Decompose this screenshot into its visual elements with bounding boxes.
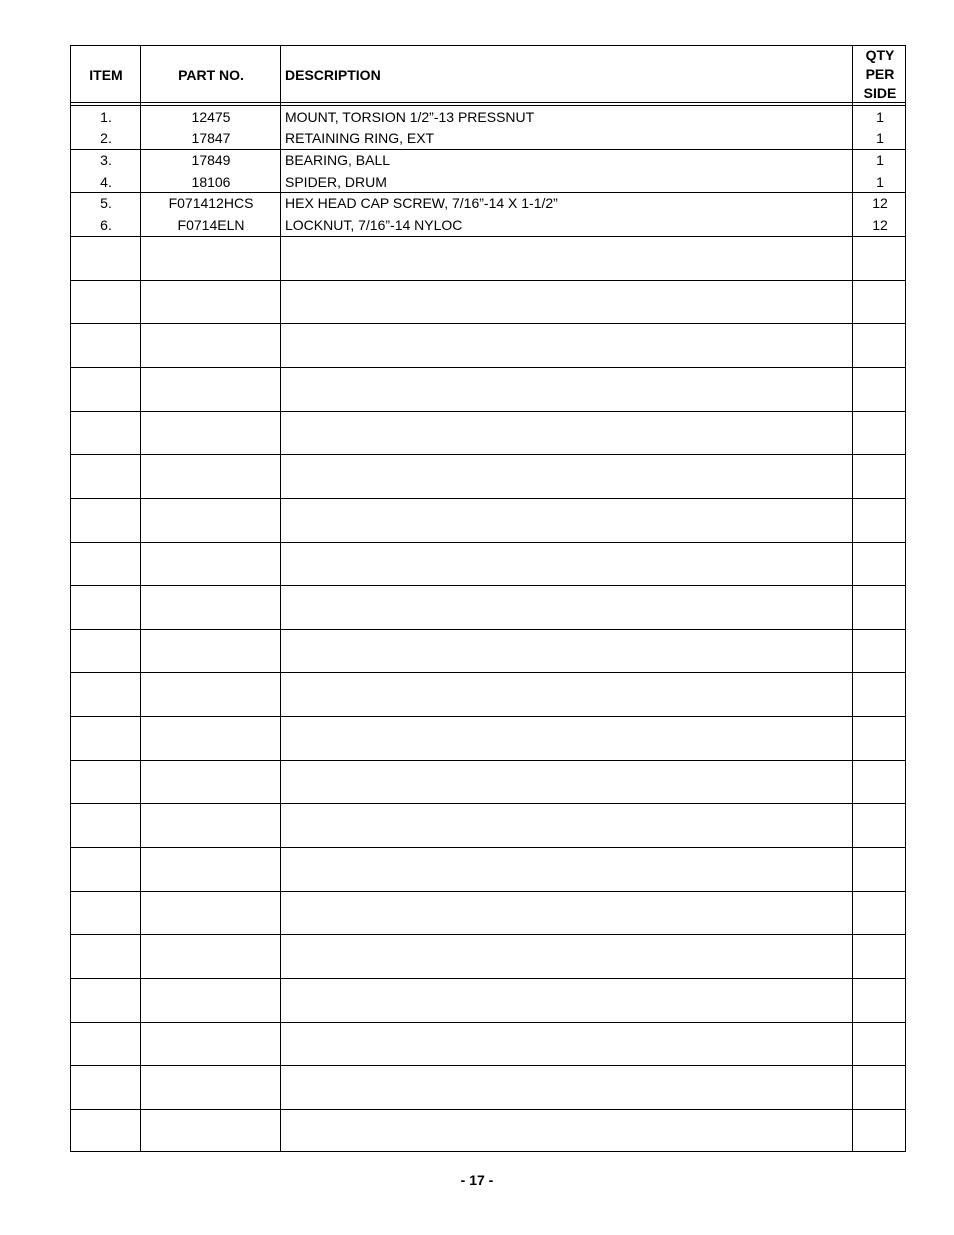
row-rule — [71, 411, 905, 412]
table-row — [71, 127, 905, 149]
row-part-no: 17849 — [191, 152, 231, 168]
row-part-no: F071412HCS — [168, 195, 254, 211]
row-part-no: 12475 — [191, 109, 231, 125]
header-qty-line2: PER — [865, 66, 895, 82]
row-rule — [71, 847, 905, 848]
row-rule — [71, 367, 905, 368]
row-rule — [71, 1109, 905, 1110]
row-rule — [71, 498, 905, 499]
header-qty-line1: QTY — [865, 47, 895, 63]
row-description: LOCKNUT, 7/16”-14 NYLOC — [285, 217, 463, 233]
row-description: RETAINING RING, EXT — [285, 130, 435, 146]
row-rule — [71, 760, 905, 761]
header-qty-line3: SIDE — [863, 85, 897, 101]
row-rule — [71, 934, 905, 935]
table-row — [71, 192, 905, 214]
header-rule — [71, 102, 905, 103]
row-qty: 12 — [872, 195, 888, 211]
table-row — [71, 149, 905, 171]
row-part-no: 18106 — [191, 174, 231, 190]
row-rule — [71, 454, 905, 455]
row-rule — [71, 236, 905, 237]
row-qty: 1 — [876, 174, 884, 190]
row-qty: 12 — [872, 217, 888, 233]
row-description: MOUNT, TORSION 1/2”-13 PRESSNUT — [285, 109, 535, 125]
row-item: 6. — [100, 217, 112, 233]
row-rule — [71, 585, 905, 586]
header-item: ITEM — [89, 66, 123, 83]
row-description: BEARING, BALL — [285, 152, 391, 168]
row-rule — [71, 672, 905, 673]
row-item: 5. — [100, 195, 112, 211]
row-description: SPIDER, DRUM — [285, 174, 387, 190]
table-row — [71, 214, 905, 236]
row-item: 3. — [100, 152, 112, 168]
header-description: DESCRIPTION — [285, 66, 381, 83]
row-qty: 1 — [876, 130, 884, 146]
row-rule — [71, 542, 905, 543]
row-item: 1. — [100, 109, 112, 125]
row-rule — [71, 280, 905, 281]
table-row — [71, 106, 905, 128]
row-rule — [71, 1065, 905, 1066]
row-item: 2. — [100, 130, 112, 146]
row-rule — [71, 978, 905, 979]
row-qty: 1 — [876, 152, 884, 168]
parts-table — [70, 45, 906, 1152]
row-rule — [71, 629, 905, 630]
row-rule — [71, 1022, 905, 1023]
row-part-no: F0714ELN — [177, 217, 245, 233]
page-number: - 17 - — [460, 1172, 494, 1188]
header-qty-per-side — [853, 46, 907, 103]
table-row — [71, 171, 905, 193]
row-item: 4. — [100, 174, 112, 190]
row-rule — [71, 323, 905, 324]
row-rule — [71, 891, 905, 892]
row-description: HEX HEAD CAP SCREW, 7/16”-14 X 1-1/2” — [285, 195, 558, 211]
row-qty: 1 — [876, 109, 884, 125]
row-rule — [71, 803, 905, 804]
header-part-no: PART NO. — [178, 66, 244, 83]
row-rule — [71, 716, 905, 717]
row-part-no: 17847 — [191, 130, 231, 146]
